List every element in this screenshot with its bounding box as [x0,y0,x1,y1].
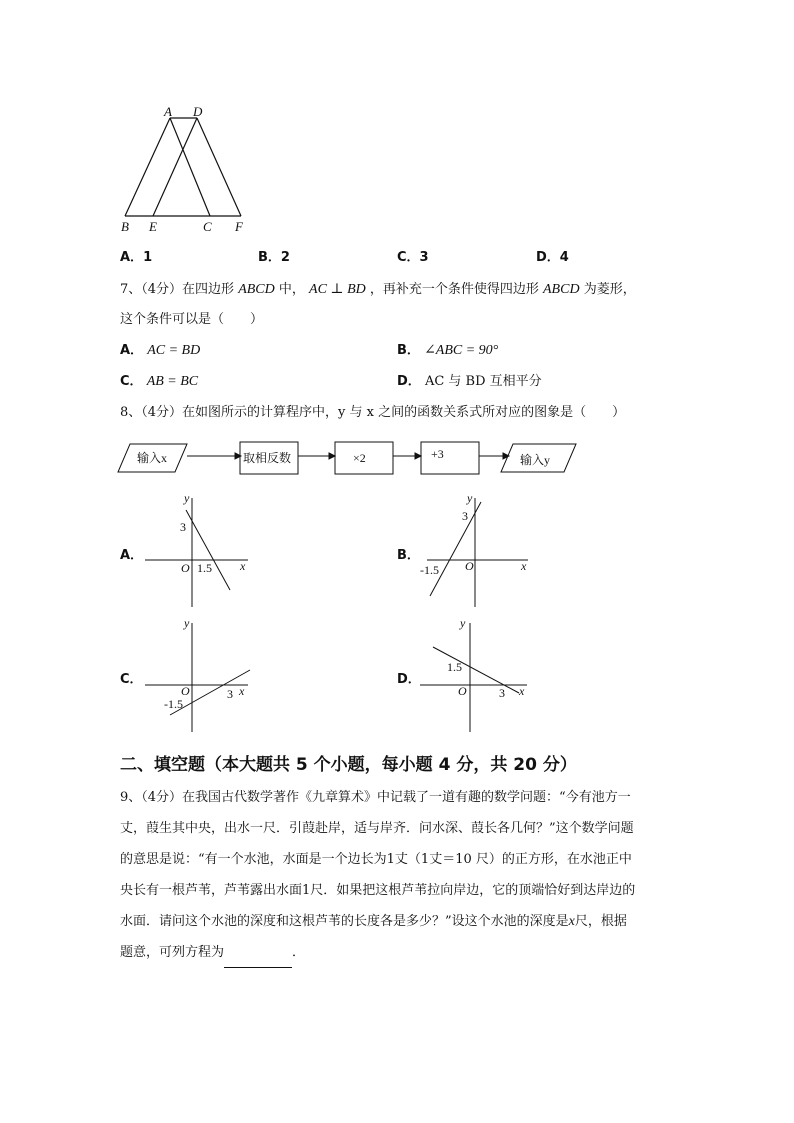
option-text: 1 [143,250,153,265]
graph-line [430,502,481,596]
origin-label: O [458,684,467,698]
output-label: 输入y [520,453,551,467]
label-c: C [203,219,212,234]
label-b: B [121,219,129,234]
x-intercept-label: 3 [499,686,505,700]
q7-option-a[interactable]: A． AC = BD [120,343,201,358]
q8-stem: 8、（4分）在如图所示的计算程序中，y 与 x 之间的函数关系式所对应的图象是（ ） [120,405,626,420]
option-text: 3 [419,250,429,265]
q8-graph-d[interactable] [415,615,535,735]
label-d: D [193,104,203,119]
q8-flowchart [115,438,585,483]
label-a: A [164,104,172,119]
q6-option-b[interactable] [258,250,290,266]
origin-label: O [181,684,190,698]
section-heading: 二、填空题（本大题共 5 个小题，每小题 4 分，共 20 分） [120,755,577,775]
option-text: 2 [280,250,290,265]
q8-option-b-key[interactable]: B． [397,548,420,563]
option-key: B． [258,250,281,265]
graph-line [186,510,230,590]
y-intercept-label: 3 [462,509,468,523]
x-label: x [239,684,245,698]
option-key: C． [397,250,420,265]
x-label: x [519,684,525,698]
flow-arrowhead-2 [329,453,335,459]
y-intercept-label: 3 [180,520,186,534]
option-text: 4 [559,250,569,265]
option-key: D． [536,250,560,265]
q8-option-d-key[interactable]: D． [397,672,421,687]
q7-option-b[interactable]: B． ∠ABC = 90° [397,343,499,358]
q8-option-a-key[interactable]: A． [120,548,144,563]
answer-blank[interactable] [224,953,292,968]
q9-line: 题意，可列方程为 ． [120,937,635,968]
flow-arrowhead-3 [415,453,421,459]
step3-label: +3 [431,447,444,461]
label-e: E [149,219,157,234]
q9-line: 9、（4分）在我国古代数学著作《九章算术》中记载了一道有趣的数学问题：“今有池方一 [120,790,631,805]
y-label: y [467,491,473,505]
q9-line: 的意思是说：“有一个水池，水面是一个边长为1丈（1丈＝10 尺）的正方形，在水池正中 [120,852,632,867]
q7-option-d[interactable]: D． AC 与 BD 互相平分 [397,374,542,389]
x-label: x [521,559,527,573]
origin-label: O [465,559,474,573]
y-intercept-label: -1.5 [164,697,183,711]
graph-line [433,647,519,693]
y-label: y [460,616,466,630]
x-label: x [240,559,246,573]
q6-option-a[interactable] [120,250,152,266]
segment-ab [125,118,170,216]
label-f: F [235,219,243,234]
q9-line: 央长有一根芦苇，芦苇露出水面1尺．如果把这根芦苇拉向岸边，它的顶端恰好到达岸边的 [120,883,636,898]
input-label: 输入x [137,451,168,465]
q9-paragraph [120,782,635,968]
x-intercept-label: 1.5 [197,561,212,575]
q9-line: 水面．请问这个水池的深度和这根芦苇的长度各是多少？”设这个水池的深度是x尺，根据 [120,914,627,929]
step2-label: ×2 [353,451,366,465]
q8-graph-b[interactable] [415,490,535,610]
x-intercept-label: -1.5 [420,563,439,577]
step1-label: 取相反数 [243,451,292,465]
x-intercept-label: 3 [227,687,233,701]
q7-stem-line1: 7、（4分）在四边形 ABCD 中， AC ⊥ BD ，再补充一个条件使得四边形 ABCD 为菱形， [120,282,636,297]
y-label: y [184,616,190,630]
q8-graph-a[interactable] [140,490,255,610]
q9-line: 丈，葭生其中央，出水一尺．引葭赴岸，适与岸齐．问水深、葭长各几何？”这个数学问题 [120,821,634,836]
step3-box [421,442,479,474]
option-key: A． [120,250,144,265]
q6-option-d[interactable] [536,250,569,266]
q8-graph-c[interactable] [140,615,255,735]
y-label: y [184,491,190,505]
q6-option-c[interactable] [397,250,429,266]
origin-label: O [181,561,190,575]
q8-option-c-key[interactable]: C． [120,672,143,687]
q7-stem-line2: 这个条件可以是（ ） [120,312,264,327]
q7-option-c[interactable]: C． AB = BC [120,374,199,389]
parallelogram-figure [115,100,255,235]
y-intercept-label: 1.5 [447,660,462,674]
